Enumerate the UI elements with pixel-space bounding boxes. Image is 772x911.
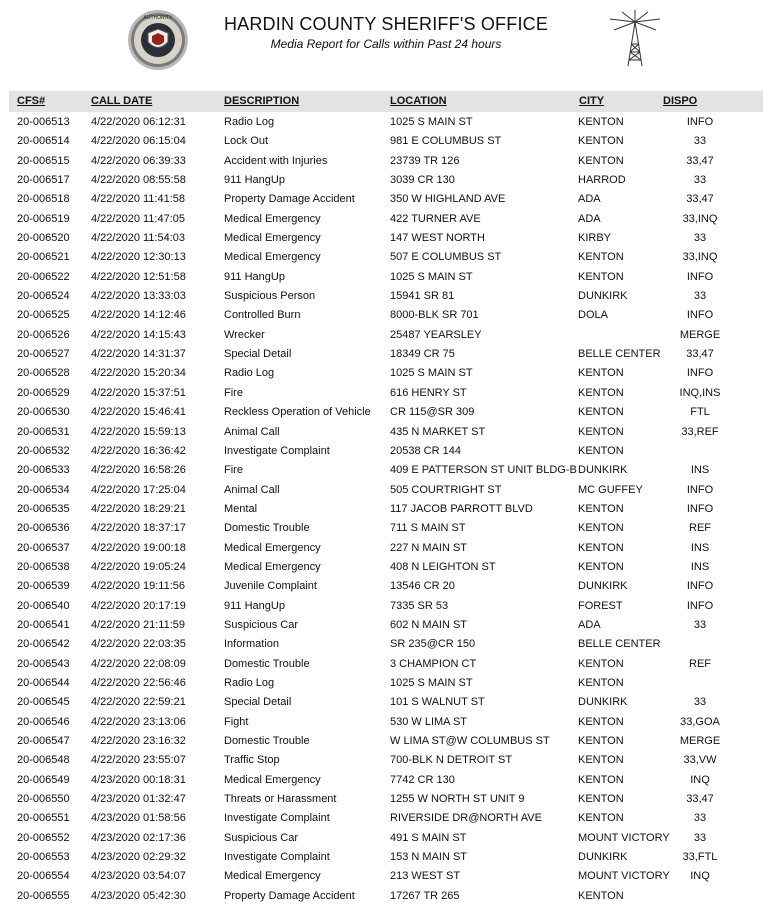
location-cell: 25487 YEARSLEY	[390, 328, 482, 341]
dispo-cell: INS	[690, 560, 710, 573]
dispo-cell: 33	[693, 831, 707, 844]
description-cell: Medical Emergency	[224, 232, 321, 245]
table-row	[0, 790, 772, 809]
table-row	[0, 113, 772, 132]
call-date-cell: 4/22/2020 21:11:59	[91, 618, 185, 631]
table-row	[0, 152, 772, 171]
location-cell: CR 115@SR 309	[390, 406, 475, 419]
location-cell: 20538 CR 144	[390, 444, 461, 457]
table-row	[0, 539, 772, 558]
cfs-cell: 20-006528	[17, 367, 70, 380]
table-row	[0, 809, 772, 828]
cfs-cell: 20-006538	[17, 560, 70, 573]
table-row	[0, 132, 772, 151]
table-row	[0, 674, 772, 693]
cfs-cell: 20-006514	[17, 135, 70, 148]
city-cell: KENTON	[578, 773, 624, 786]
dispo-cell: 33,47	[686, 154, 714, 167]
table-row	[0, 655, 772, 674]
dispo-cell: 33,47	[686, 793, 714, 806]
call-date-cell: 4/22/2020 23:16:32	[91, 735, 186, 747]
location-cell: 147 WEST NORTH	[390, 232, 485, 245]
city-cell: KENTON	[578, 251, 624, 264]
description-cell: Mental	[224, 502, 258, 515]
description-cell: Property Damage Accident	[224, 889, 355, 902]
table-row	[0, 693, 772, 712]
table-row	[0, 867, 772, 886]
location-cell: 15941 SR 81	[390, 290, 455, 303]
page-title: HARDIN COUNTY SHERIFF'S OFFICE	[223, 14, 549, 34]
dispo-cell: 33,47	[686, 348, 714, 361]
cfs-cell: 20-006546	[17, 715, 70, 728]
table-row	[0, 190, 772, 209]
location-cell: 23739 TR 126	[390, 154, 460, 167]
table-row	[0, 345, 772, 364]
dispo-cell: INS	[690, 541, 710, 554]
call-date-cell: 4/22/2020 22:08:09	[91, 657, 186, 670]
call-date-cell: 4/22/2020 22:59:21	[91, 696, 186, 709]
location-cell: 7742 CR 130	[390, 773, 455, 786]
description-cell: Suspicious Car	[224, 831, 298, 844]
table-row	[0, 403, 772, 422]
call-date-cell: 4/22/2020 06:39:33	[91, 154, 186, 167]
call-date-cell: 4/22/2020 11:41:58	[91, 193, 185, 206]
table-row	[0, 384, 772, 403]
call-date-cell: 4/22/2020 08:55:58	[91, 174, 186, 187]
description-cell: Medical Emergency	[224, 541, 321, 554]
cfs-cell: 20-006529	[17, 386, 70, 399]
table-row	[0, 423, 772, 442]
dispo-cell: 33	[693, 232, 707, 245]
description-cell: Juvenile Complaint	[224, 580, 317, 593]
call-date-cell: 4/23/2020 00:18:31	[91, 773, 186, 786]
city-cell: KENTON	[578, 657, 624, 670]
report-header	[0, 0, 772, 80]
city-cell: KENTON	[578, 367, 624, 380]
city-cell: KENTON	[578, 116, 624, 128]
description-cell: Medical Emergency	[224, 251, 321, 264]
city-cell: KENTON	[578, 154, 624, 167]
dispo-cell: 33,GOA	[680, 715, 720, 728]
table-row	[0, 268, 772, 287]
cfs-cell: 20-006542	[17, 638, 70, 651]
table-row	[0, 364, 772, 383]
cfs-cell: 20-006531	[17, 425, 70, 438]
table-row	[0, 616, 772, 635]
call-date-cell: 4/23/2020 05:42:30	[91, 889, 186, 902]
call-date-cell: 4/22/2020 22:56:46	[91, 676, 186, 689]
city-cell: ADA	[578, 618, 601, 631]
table-row	[0, 229, 772, 248]
city-cell: KENTON	[578, 502, 624, 515]
city-cell: DOLA	[578, 309, 608, 322]
location-cell: 507 E COLUMBUS ST	[390, 251, 502, 264]
location-cell: 3039 CR 130	[390, 174, 455, 187]
call-date-cell: 4/22/2020 14:12:46	[91, 309, 186, 322]
description-cell: 911 HangUp	[224, 599, 285, 612]
city-cell: KENTON	[578, 676, 624, 689]
table-row	[0, 732, 772, 751]
location-cell: 153 N MAIN ST	[390, 851, 468, 864]
cfs-cell: 20-006519	[17, 212, 70, 225]
dispo-cell: 33	[693, 696, 707, 709]
description-cell: Investigate Complaint	[224, 851, 330, 864]
city-cell: HARROD	[578, 174, 626, 187]
cfs-cell: 20-006552	[17, 831, 70, 844]
city-cell: KENTON	[578, 406, 624, 419]
cfs-cell: 20-006524	[17, 290, 70, 303]
city-cell: ADA	[578, 212, 601, 225]
city-cell: DUNKIRK	[578, 580, 628, 593]
call-date-cell: 4/22/2020 12:30:13	[91, 251, 186, 264]
description-cell: Suspicious Car	[224, 618, 298, 631]
radio-tower-icon	[604, 10, 666, 70]
location-cell: W LIMA ST@W COLUMBUS ST	[390, 735, 550, 747]
call-date-cell: 4/22/2020 12:51:58	[91, 270, 186, 283]
table-row	[0, 248, 772, 267]
city-cell: DUNKIRK	[578, 696, 628, 709]
location-cell: 491 S MAIN ST	[390, 831, 467, 844]
location-cell: 616 HENRY ST	[390, 386, 467, 399]
call-date-cell: 4/22/2020 16:36:42	[91, 444, 186, 457]
call-date-cell: 4/22/2020 16:58:26	[91, 464, 186, 477]
description-cell: Special Detail	[224, 348, 292, 361]
cfs-cell: 20-006543	[17, 657, 70, 670]
city-cell: DUNKIRK	[578, 290, 628, 303]
cfs-cell: 20-006549	[17, 773, 70, 786]
dispo-cell: REF	[689, 657, 711, 670]
dispo-cell: FTL	[690, 406, 710, 419]
description-cell: Investigate Complaint	[224, 444, 330, 457]
call-date-cell: 4/22/2020 19:05:24	[91, 560, 186, 573]
cfs-cell: 20-006534	[17, 483, 70, 496]
location-cell: 7335 SR 53	[390, 599, 449, 612]
column-header-cfs: CFS#	[17, 95, 46, 107]
description-cell: Property Damage Accident	[224, 193, 355, 206]
location-cell: 17267 TR 265	[390, 889, 460, 902]
description-cell: Radio Log	[224, 367, 275, 380]
table-row	[0, 500, 772, 519]
call-date-cell: 4/22/2020 06:15:04	[91, 135, 186, 148]
description-cell: Threats or Harassment	[224, 793, 337, 806]
call-date-cell: 4/23/2020 01:58:56	[91, 812, 186, 825]
table-row	[0, 481, 772, 500]
table-row	[0, 171, 772, 190]
location-cell: 1025 S MAIN ST	[390, 676, 473, 689]
location-cell: RIVERSIDE DR@NORTH AVE	[390, 812, 542, 825]
location-cell: SR 235@CR 150	[390, 638, 476, 651]
city-cell: KENTON	[578, 135, 624, 148]
location-cell: 101 S WALNUT ST	[390, 696, 485, 709]
location-cell: 435 N MARKET ST	[390, 425, 486, 438]
table-row	[0, 461, 772, 480]
call-date-cell: 4/23/2020 01:32:47	[91, 793, 186, 806]
column-header-dispo: DISPO	[663, 95, 698, 107]
call-date-cell: 4/22/2020 19:00:18	[91, 541, 186, 554]
call-date-cell: 4/22/2020 15:46:41	[91, 406, 186, 419]
city-cell: KENTON	[578, 889, 624, 902]
table-row	[0, 635, 772, 654]
location-cell: 350 W HIGHLAND AVE	[390, 193, 506, 206]
dispo-cell: INFO	[686, 502, 714, 515]
cfs-cell: 20-006522	[17, 270, 70, 283]
table-row	[0, 887, 772, 906]
description-cell: Domestic Trouble	[224, 735, 310, 747]
location-cell: 530 W LIMA ST	[390, 715, 468, 728]
description-cell: 911 HangUp	[224, 270, 285, 283]
dispo-cell: 33,INQ	[682, 251, 718, 264]
cfs-cell: 20-006533	[17, 464, 70, 477]
location-cell: 8000-BLK SR 701	[390, 309, 479, 322]
city-cell: BELLE CENTER	[578, 348, 661, 361]
location-cell: 409 E PATTERSON ST UNIT BLDG-B	[390, 464, 577, 477]
description-cell: Radio Log	[224, 116, 275, 128]
table-row	[0, 210, 772, 229]
description-cell: Domestic Trouble	[224, 657, 310, 670]
description-cell: Medical Emergency	[224, 870, 321, 883]
page-subtitle: Media Report for Calls within Past 24 hours	[270, 37, 502, 51]
city-cell: ADA	[578, 193, 601, 206]
cfs-cell: 20-006544	[17, 676, 70, 689]
table-row	[0, 442, 772, 461]
location-cell: 117 JACOB PARROTT BLVD	[390, 502, 533, 515]
column-header-call-date: CALL DATE	[91, 95, 153, 107]
cfs-cell: 20-006548	[17, 754, 70, 767]
dispo-cell: MERGE	[679, 735, 721, 747]
cfs-cell: 20-006517	[17, 174, 70, 187]
table-row	[0, 306, 772, 325]
city-cell: MOUNT VICTORY	[578, 831, 670, 844]
dispo-cell: INFO	[686, 599, 714, 612]
description-cell: Fight	[224, 715, 249, 728]
cfs-cell: 20-006537	[17, 541, 70, 554]
call-date-cell: 4/23/2020 02:17:36	[91, 831, 186, 844]
dispo-cell: 33	[693, 812, 707, 825]
description-cell: Wrecker	[224, 328, 265, 341]
cfs-cell: 20-006545	[17, 696, 70, 709]
dispo-cell: INS	[690, 464, 710, 477]
cfs-cell: 20-006547	[17, 735, 70, 747]
description-cell: Animal Call	[224, 483, 280, 496]
description-cell: Accident with Injuries	[224, 154, 328, 167]
description-cell: Domestic Trouble	[224, 522, 310, 535]
table-row	[0, 326, 772, 345]
table-row	[0, 771, 772, 790]
cfs-cell: 20-006550	[17, 793, 70, 806]
table-row	[0, 287, 772, 306]
city-cell: KENTON	[578, 522, 624, 535]
location-cell: 3 CHAMPION CT	[390, 657, 477, 670]
call-date-cell: 4/22/2020 06:12:31	[91, 116, 186, 128]
description-cell: Fire	[224, 464, 243, 477]
description-cell: Reckless Operation of Vehicle	[224, 406, 371, 419]
cfs-cell: 20-006525	[17, 309, 70, 322]
call-date-cell: 4/22/2020 23:13:06	[91, 715, 186, 728]
table-row	[0, 848, 772, 867]
description-cell: Medical Emergency	[224, 773, 321, 786]
cfs-cell: 20-006530	[17, 406, 70, 419]
call-date-cell: 4/22/2020 13:33:03	[91, 290, 186, 303]
city-cell: DUNKIRK	[578, 464, 628, 477]
table-row	[0, 577, 772, 596]
location-cell: 213 WEST ST	[390, 870, 461, 883]
city-cell: KENTON	[578, 444, 624, 457]
cfs-cell: 20-006520	[17, 232, 70, 245]
city-cell: MOUNT VICTORY	[578, 870, 670, 883]
call-date-cell: 4/23/2020 03:54:07	[91, 870, 186, 883]
dispo-cell: 33	[693, 290, 707, 303]
call-date-cell: 4/22/2020 15:20:34	[91, 367, 186, 380]
dispo-cell: INQ	[690, 870, 710, 883]
dispo-cell: 33	[693, 618, 707, 631]
cfs-cell: 20-006518	[17, 193, 70, 206]
city-cell: KENTON	[578, 735, 624, 747]
description-cell: Suspicious Person	[224, 290, 316, 303]
dispo-cell: 33,VW	[683, 754, 717, 767]
dispo-cell: INQ,INS	[679, 386, 721, 399]
location-cell: 505 COURTRIGHT ST	[390, 483, 502, 496]
dispo-cell: INFO	[686, 309, 714, 322]
city-cell: KENTON	[578, 541, 624, 554]
svg-text:AUTHORITY: AUTHORITY	[143, 15, 173, 21]
city-cell: KENTON	[578, 270, 624, 283]
call-date-cell: 4/22/2020 18:29:21	[91, 502, 186, 515]
table-row	[0, 558, 772, 577]
description-cell: 911 HangUp	[224, 174, 285, 187]
city-cell: KENTON	[578, 386, 624, 399]
city-cell: KENTON	[578, 715, 624, 728]
location-cell: 700-BLK N DETROIT ST	[390, 754, 513, 767]
location-cell: 13546 CR 20	[390, 580, 455, 593]
cfs-cell: 20-006551	[17, 812, 70, 825]
description-cell: Medical Emergency	[224, 560, 321, 573]
table-row	[0, 597, 772, 616]
dispo-cell: MERGE	[679, 328, 721, 341]
call-date-cell: 4/22/2020 23:55:07	[91, 754, 186, 767]
cfs-cell: 20-006540	[17, 599, 70, 612]
location-cell: 1255 W NORTH ST UNIT 9	[390, 793, 525, 806]
dispo-cell: 33,FTL	[682, 851, 718, 864]
dispo-cell: INQ	[690, 773, 710, 786]
dispo-cell: 33	[693, 174, 707, 187]
city-cell: KENTON	[578, 560, 624, 573]
location-cell: 18349 CR 75	[390, 348, 455, 361]
city-cell: DUNKIRK	[578, 851, 628, 864]
cfs-cell: 20-006532	[17, 444, 70, 457]
location-cell: 1025 S MAIN ST	[390, 116, 473, 128]
call-date-cell: 4/22/2020 22:03:35	[91, 638, 186, 651]
description-cell: Fire	[224, 386, 243, 399]
cfs-cell: 20-006554	[17, 870, 70, 883]
description-cell: Information	[224, 638, 280, 651]
cfs-cell: 20-006541	[17, 618, 70, 631]
cfs-cell: 20-006527	[17, 348, 70, 361]
city-cell: KENTON	[578, 793, 624, 806]
call-date-cell: 4/22/2020 15:59:13	[91, 425, 186, 438]
description-cell: Animal Call	[224, 425, 280, 438]
location-cell: 711 S MAIN ST	[390, 522, 466, 535]
city-cell: BELLE CENTER	[578, 638, 661, 651]
city-cell: FOREST	[578, 599, 623, 612]
call-date-cell: 4/22/2020 18:37:17	[91, 522, 186, 535]
call-date-cell: 4/22/2020 19:11:56	[91, 580, 185, 593]
cfs-cell: 20-006515	[17, 154, 70, 167]
location-cell: 602 N MAIN ST	[390, 618, 468, 631]
city-cell: KENTON	[578, 812, 624, 825]
dispo-cell: INFO	[686, 270, 714, 283]
description-cell: Investigate Complaint	[224, 812, 330, 825]
call-date-cell: 4/22/2020 11:54:03	[91, 232, 185, 245]
description-cell: Special Detail	[224, 696, 292, 709]
description-cell: Lock Out	[224, 135, 269, 148]
dispo-cell: INFO	[686, 367, 714, 380]
dispo-cell: 33	[693, 135, 707, 148]
description-cell: Controlled Burn	[224, 309, 301, 322]
table-header	[9, 91, 763, 112]
dispo-cell: 33,REF	[681, 425, 719, 438]
cfs-cell: 20-006536	[17, 522, 70, 535]
call-date-cell: 4/22/2020 15:37:51	[91, 386, 186, 399]
table-row	[0, 829, 772, 848]
location-cell: 981 E COLUMBUS ST	[390, 135, 502, 148]
location-cell: 408 N LEIGHTON ST	[390, 560, 496, 573]
cfs-cell: 20-006555	[17, 889, 70, 902]
calls-table	[0, 113, 772, 906]
location-cell: 1025 S MAIN ST	[390, 367, 473, 380]
city-cell: KIRBY	[578, 232, 612, 245]
location-cell: 227 N MAIN ST	[390, 541, 468, 554]
column-header-location: LOCATION	[390, 95, 447, 107]
call-date-cell: 4/22/2020 14:15:43	[91, 328, 186, 341]
table-row	[0, 519, 772, 538]
column-header-description: DESCRIPTION	[224, 95, 300, 107]
dispo-cell: INFO	[686, 116, 714, 128]
call-date-cell: 4/22/2020 17:25:04	[91, 483, 186, 496]
call-date-cell: 4/22/2020 20:17:19	[91, 599, 186, 612]
cfs-cell: 20-006513	[17, 116, 70, 128]
cfs-cell: 20-006539	[17, 580, 70, 593]
dispo-cell: 33,47	[686, 193, 714, 206]
description-cell: Medical Emergency	[224, 212, 321, 225]
description-cell: Traffic Stop	[224, 754, 280, 767]
cfs-cell: 20-006535	[17, 502, 70, 515]
cfs-cell: 20-006526	[17, 328, 70, 341]
call-date-cell: 4/22/2020 14:31:37	[91, 348, 186, 361]
dispo-cell: REF	[689, 522, 711, 535]
description-cell: Radio Log	[224, 676, 275, 689]
cfs-cell: 20-006521	[17, 251, 70, 264]
cfs-cell: 20-006553	[17, 851, 70, 864]
call-date-cell: 4/23/2020 02:29:32	[91, 851, 186, 864]
dispo-cell: 33,INQ	[682, 212, 718, 225]
dispo-cell: INFO	[686, 483, 714, 496]
call-date-cell: 4/22/2020 11:47:05	[91, 212, 185, 225]
city-cell: KENTON	[578, 754, 624, 767]
location-cell: 422 TURNER AVE	[390, 212, 481, 225]
table-row	[0, 751, 772, 770]
column-header-city: CITY	[579, 95, 605, 107]
city-cell: MC GUFFEY	[578, 483, 643, 496]
location-cell: 1025 S MAIN ST	[390, 270, 473, 283]
dispo-cell: INFO	[686, 580, 714, 593]
table-row	[0, 713, 772, 732]
city-cell: KENTON	[578, 425, 624, 438]
